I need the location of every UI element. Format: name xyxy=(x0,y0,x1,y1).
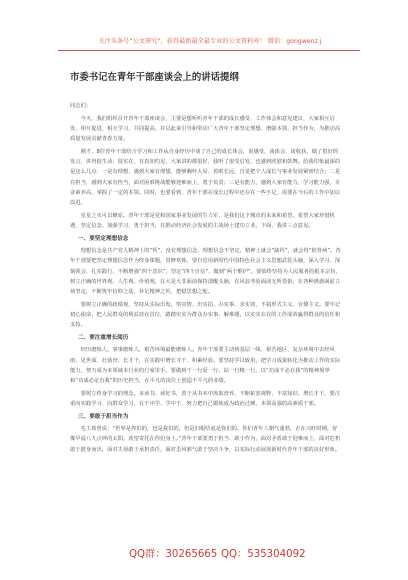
header-divider xyxy=(58,50,360,51)
intro-paragraph-1: 今天，我们组织召开青年干部座谈会，主要是想听听青年干部的成长感受、工作体会和意见建议，大家相互启发、相互促进、相互学习、共同提高，并以此来引导和带动广大青年干部坚定理想、增强本领、担当作为，为推动高质量发展贡献青春力量。 xyxy=(70,115,341,143)
qq-group-text: QQ群：30265665 xyxy=(129,549,218,560)
qq-contact-text: QQ：535304092 xyxy=(221,549,306,560)
section-heading-1: 一、要坚定理想信念 xyxy=(78,236,129,243)
section-heading-2: 二、要注重增长阅历 xyxy=(78,335,129,342)
section-1-paragraph-1: 理想信念是共产党人精神上的“钙”，没有理想信念，理想信念不坚定，精神上就会“缺钙”，就会得“软骨病”。青年干部要把坚定理想信念作为终身课题，常修常炼，要自觉用新时代中国特色社会主义思想武装头脑，深入学习、深刻领会、扎实践行，不断增强“四个意识”、坚定“四个自信”、做到“两个维护”。要始终坚持为人民服务的根本宗旨，树立正确的世界观、人生观、价值观，在大是大非面前保持清醒头脑，在风浪考验面前无所畏惧，在各种诱惑面前立场坚定，不断筑牢信仰之基、补足精神之钙、把稳思想之舵。 xyxy=(70,248,341,296)
salutation: 同志们： xyxy=(70,103,92,109)
intro-paragraph-2: 刚才，8位青年干部结合学习和工作从自身经历中谈了自己的成长体会，说感受、谈体会、谈收获，做了很好的发言，讲得很生动、很实在，有真知灼见，大家讲的都很好，我听了很受启发，也感到欣慰和鼓舞。给我印象最深的是这么几点：一是有理想，感到大家有理想，能够胸怀大局、着眼长远，自觉把个人成长与事业发展紧密结合；二是有担当，感到大家有担当，面对困难挑战能够迎难而上，勇于负责；三是有能力，感到大家有能力，学习能力强，专业素养高，掌握了一定的本领。同时，也要看到，青年干部在成长过程中还存在一些不足，需要在今后的工作中加以改进。 xyxy=(70,149,341,207)
page-title: 市委书记在青年干部座谈会上的讲话提纲 xyxy=(70,72,239,83)
section-2-paragraph-1: 经历磨炼人，事事磨炼人，艰苦环境最能磨炼人。青年干部要主动到基层一线、艰苦地区、复杂环境中去经风雨、见世面、壮筋骨、长才干，在实践中增长才干、积累经验。要坚持学以致用，把学习成果转化为推动工作的实际能力，努力成为本领域本行业的行家里手。要做到干一行爱一行、钻一行精一行，以“功成不必在我”的精神境界和“功成必定有我”的历史担当，在平凡的岗位上创造不平凡的业绩。 xyxy=(70,347,341,385)
section-heading-3: 三、要敢于担当作为 xyxy=(78,414,129,421)
intro-paragraph-3: 星星之火可以燎原。青年干部是党和国家事业发展的生力军，是我们这个城市的未来和希望。希望大家珍惜机遇、坚定信念、加强学习、勇于担当，在推动经济社会发展的主战场上建功立业。下面，我讲三点意见。 xyxy=(70,212,335,230)
section-3-paragraph-1: 毛主席曾说：“世界是你们的，也是我们的，但是归根结底是你们的。你们青年人朝气蓬勃，正在兴旺时期，好像早晨八九点钟的太阳。希望寄托在你们身上。”青年干部要勇于担当、敢于作为，面对矛盾敢于迎难而上，面对危机敢于挺身而出，面对失误敢于承担责任，面对歪风邪气敢于坚决斗争，以实际行动展现新时代青年干部的良好形象。 xyxy=(70,426,341,453)
footer-contact xyxy=(0,549,408,563)
section-2-paragraph-2: 要树立终身学习的理念，多读书、读好书，善于从书本中汲取营养，不断拓宽视野、丰富知识、增长才干。要注重向实践学习、向群众学习，在干中学、学中干，努力把自己锻炼成为政治过硬、本领高强的高素质干部。 xyxy=(70,390,341,408)
header-banner: 关注头条号“公文研究”，获得最新最全最专业的公文资料库！ 微信：gongwenz j xyxy=(98,38,322,45)
section-1-paragraph-2: 要树立正确的政绩观，坚持从实际出发，察实情、出实招、办实事、求实效，不搞形式主义、官僚主义。要牢记初心使命，把人民群众的利益放在首位，踏踏实实为群众办实事、解难题，以实实在在的工作成效赢得群众的信任和支持。 xyxy=(70,301,341,329)
document-body xyxy=(70,101,342,457)
